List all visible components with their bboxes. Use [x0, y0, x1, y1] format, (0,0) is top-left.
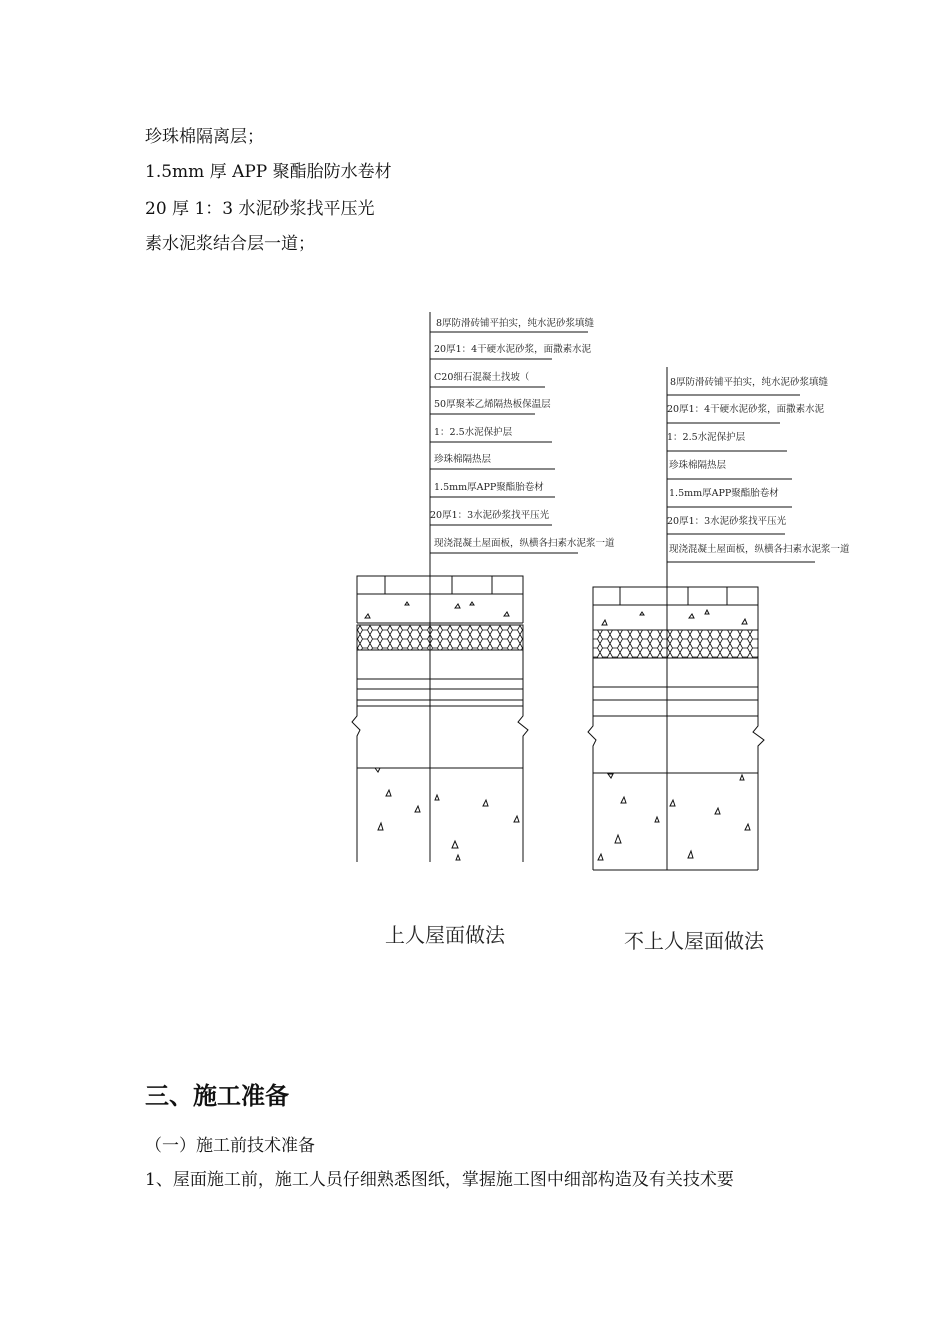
right-label-5: 20厚1：3水泥砂浆找平压光: [667, 516, 787, 527]
left-label-1: 20厚1：4干硬水泥砂浆，面撒素水泥: [434, 344, 592, 355]
left-roof-section: [352, 312, 588, 862]
left-label-4: 1：2.5水泥保护层: [434, 427, 513, 438]
text-line-4: 素水泥浆结合层一道；: [145, 234, 315, 254]
text-line-1: 珍珠棉隔离层；: [145, 127, 264, 147]
left-caption: 上人屋面做法: [385, 923, 505, 947]
left-label-3: 50厚聚苯乙烯隔热板保温层: [434, 399, 551, 410]
subsection-title: （一）施工前技术准备: [145, 1136, 315, 1156]
right-labels: [667, 376, 850, 555]
paragraph: 1、屋面施工前，施工人员仔细熟悉图纸，掌握施工图中细部构造及有关技术要: [145, 1170, 734, 1190]
right-label-0: 8厚防滑砖铺平拍实，纯水泥砂浆填缝: [670, 377, 829, 388]
left-label-7: 20厚1：3水泥砂浆找平压光: [430, 510, 550, 521]
right-label-1: 20厚1：4干硬水泥砂浆，面撒素水泥: [667, 404, 825, 415]
text-line-2: 1.5mm 厚 APP 聚酯胎防水卷材: [145, 162, 392, 182]
right-label-3: 珍珠棉隔热层: [669, 460, 727, 471]
left-label-2: C20细石混凝土找坡（: [434, 372, 530, 383]
section-heading: 三、施工准备: [145, 1082, 289, 1110]
right-label-6: 现浇混凝土屋面板，纵横各扫素水泥浆一道: [669, 544, 850, 555]
right-label-2: 1：2.5水泥保护层: [667, 432, 746, 443]
left-label-8: 现浇混凝土屋面板，纵横各扫素水泥浆一道: [434, 538, 615, 549]
right-caption: 不上人屋面做法: [624, 929, 764, 953]
right-label-4: 1.5mm厚APP聚酯胎卷材: [669, 488, 779, 499]
left-label-6: 1.5mm厚APP聚酯胎卷材: [434, 482, 544, 493]
left-labels: [430, 317, 615, 549]
text-line-3: 20 厚 1：3 水泥砂浆找平压光: [145, 199, 375, 219]
left-label-0: 8厚防滑砖铺平拍实，纯水泥砂浆填缝: [436, 318, 595, 329]
left-label-5: 珍珠棉隔热层: [434, 454, 492, 465]
